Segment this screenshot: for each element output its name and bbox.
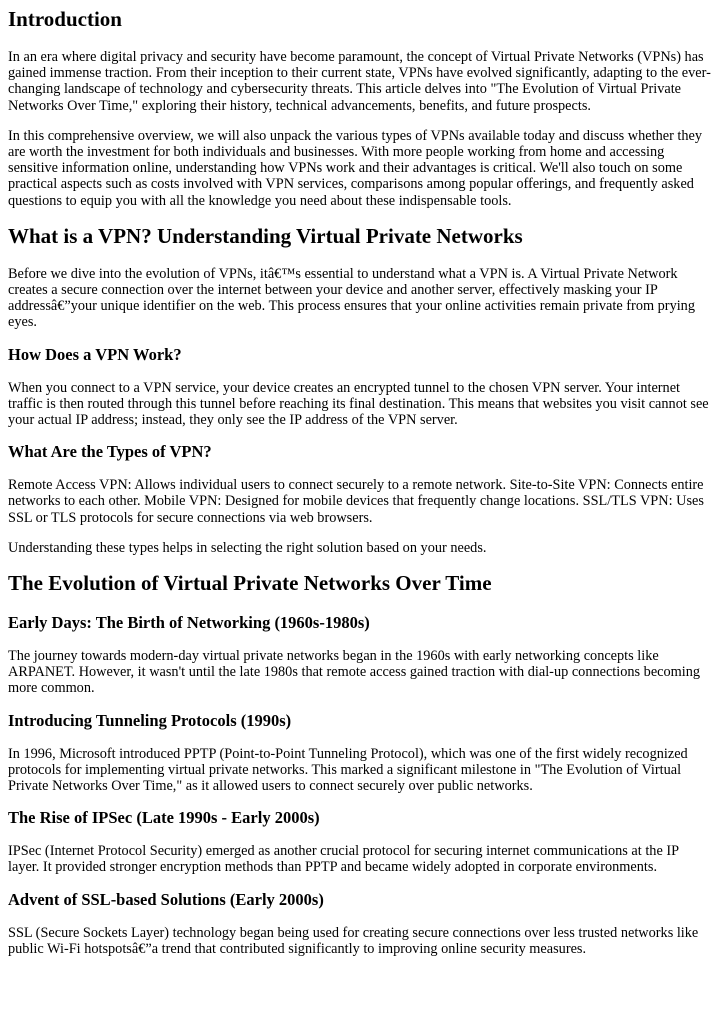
- how-vpn-works-heading: How Does a VPN Work?: [8, 344, 182, 364]
- evolution-heading: The Evolution of Virtual Private Networks Over Time: [8, 571, 492, 596]
- what-is-vpn-heading: What is a VPN? Understanding Virtual Private Networks: [8, 223, 523, 248]
- vpn-types-paragraph: Remote Access VPN: Allows individual users to connect securely to a remote network. Site-to-Site VPN: Connects entire networks to each other. Mobile VPN: Designed for mobile devices that frequently change locations. SSL/TLS VPN: Uses SSL or TLS protocols for secure connections via web browsers.: [8, 477, 704, 526]
- how-vpn-works-paragraph: When you connect to a VPN service, your device creates an encrypted tunnel to the chosen VPN server. Your internet traffic is then routed through this tunnel before reaching its final destination. This means that websites you visit cannot see your actual IP address; instead, they only see the IP address of the VPN server.: [8, 379, 709, 429]
- what-is-vpn-paragraph: Before we dive into the evolution of VPNs, itâ€™s essential to understand what a VPN is. A Virtual Private Network creates a secure connection over the internet between your device and another server, effectively masking your IP addressâ€”your unique identifier on the web. This process ensures that your online activities remain private from prying eyes.: [8, 265, 695, 331]
- ssl-paragraph: SSL (Secure Sockets Layer) technology began being used for creating secure connections over less trusted networks like public Wi-Fi hotspotsâ€”a trend that contributed significantly to improving online security measures.: [8, 924, 699, 957]
- introduction-heading: Introduction: [8, 7, 122, 31]
- ipsec-heading: The Rise of IPSec (Late 1990s - Early 2000s): [8, 808, 320, 828]
- ssl-heading: Advent of SSL-based Solutions (Early 2000s): [8, 889, 324, 909]
- ipsec-paragraph: IPSec (Internet Protocol Security) emerged as another crucial protocol for securing internet communications at the IP layer. It provided stronger encryption methods than PPTP and became widely adopted in corporate environments.: [8, 843, 679, 876]
- vpn-types-heading: What Are the Types of VPN?: [8, 442, 212, 462]
- tunneling-heading: Introducing Tunneling Protocols (1990s): [8, 710, 292, 730]
- early-days-heading: Early Days: The Birth of Networking (1960s-1980s): [8, 613, 370, 633]
- vpn-types-summary: Understanding these types helps in selecting the right solution based on your needs.: [8, 539, 487, 556]
- tunneling-paragraph: In 1996, Microsoft introduced PPTP (Point-to-Point Tunneling Protocol), which was one of the first widely recognized protocols for implementing virtual private networks. This marked a significant milestone in "The Evolution of Virtual Private Networks Over Time," as it allowed users to connect securely over public networks.: [8, 745, 688, 795]
- article: [0, 6, 720, 957]
- early-days-paragraph: The journey towards modern-day virtual private networks began in the 1960s with early networking concepts like ARPANET. However, it wasn't until the late 1980s that remote access gained traction with dial-up connections becoming more common.: [8, 648, 701, 697]
- introduction-paragraph-1: In an era where digital privacy and security have become paramount, the concept of Virtual Private Networks (VPNs) has gained immense traction. From their inception to their current state, VPNs have evolved significantly, adapting to the ever-changing landscape of technology and cybersecurity threats. This article delves into "The Evolution of Virtual Private Networks Over Time," exploring their history, technical advancements, benefits, and future prospects.: [8, 49, 711, 114]
- introduction-paragraph-2: In this comprehensive overview, we will also unpack the various types of VPNs available today and discuss whether they are worth the investment for both individuals and businesses. With more people working from home and accessing sensitive information online, understanding how VPNs work and their advantages is critical. We'll also touch on some practical aspects such as costs involved with VPN services, comparisons among popular offerings, and frequently asked questions to equip you with all the knowledge you need about these indispensable tools.: [8, 127, 703, 209]
